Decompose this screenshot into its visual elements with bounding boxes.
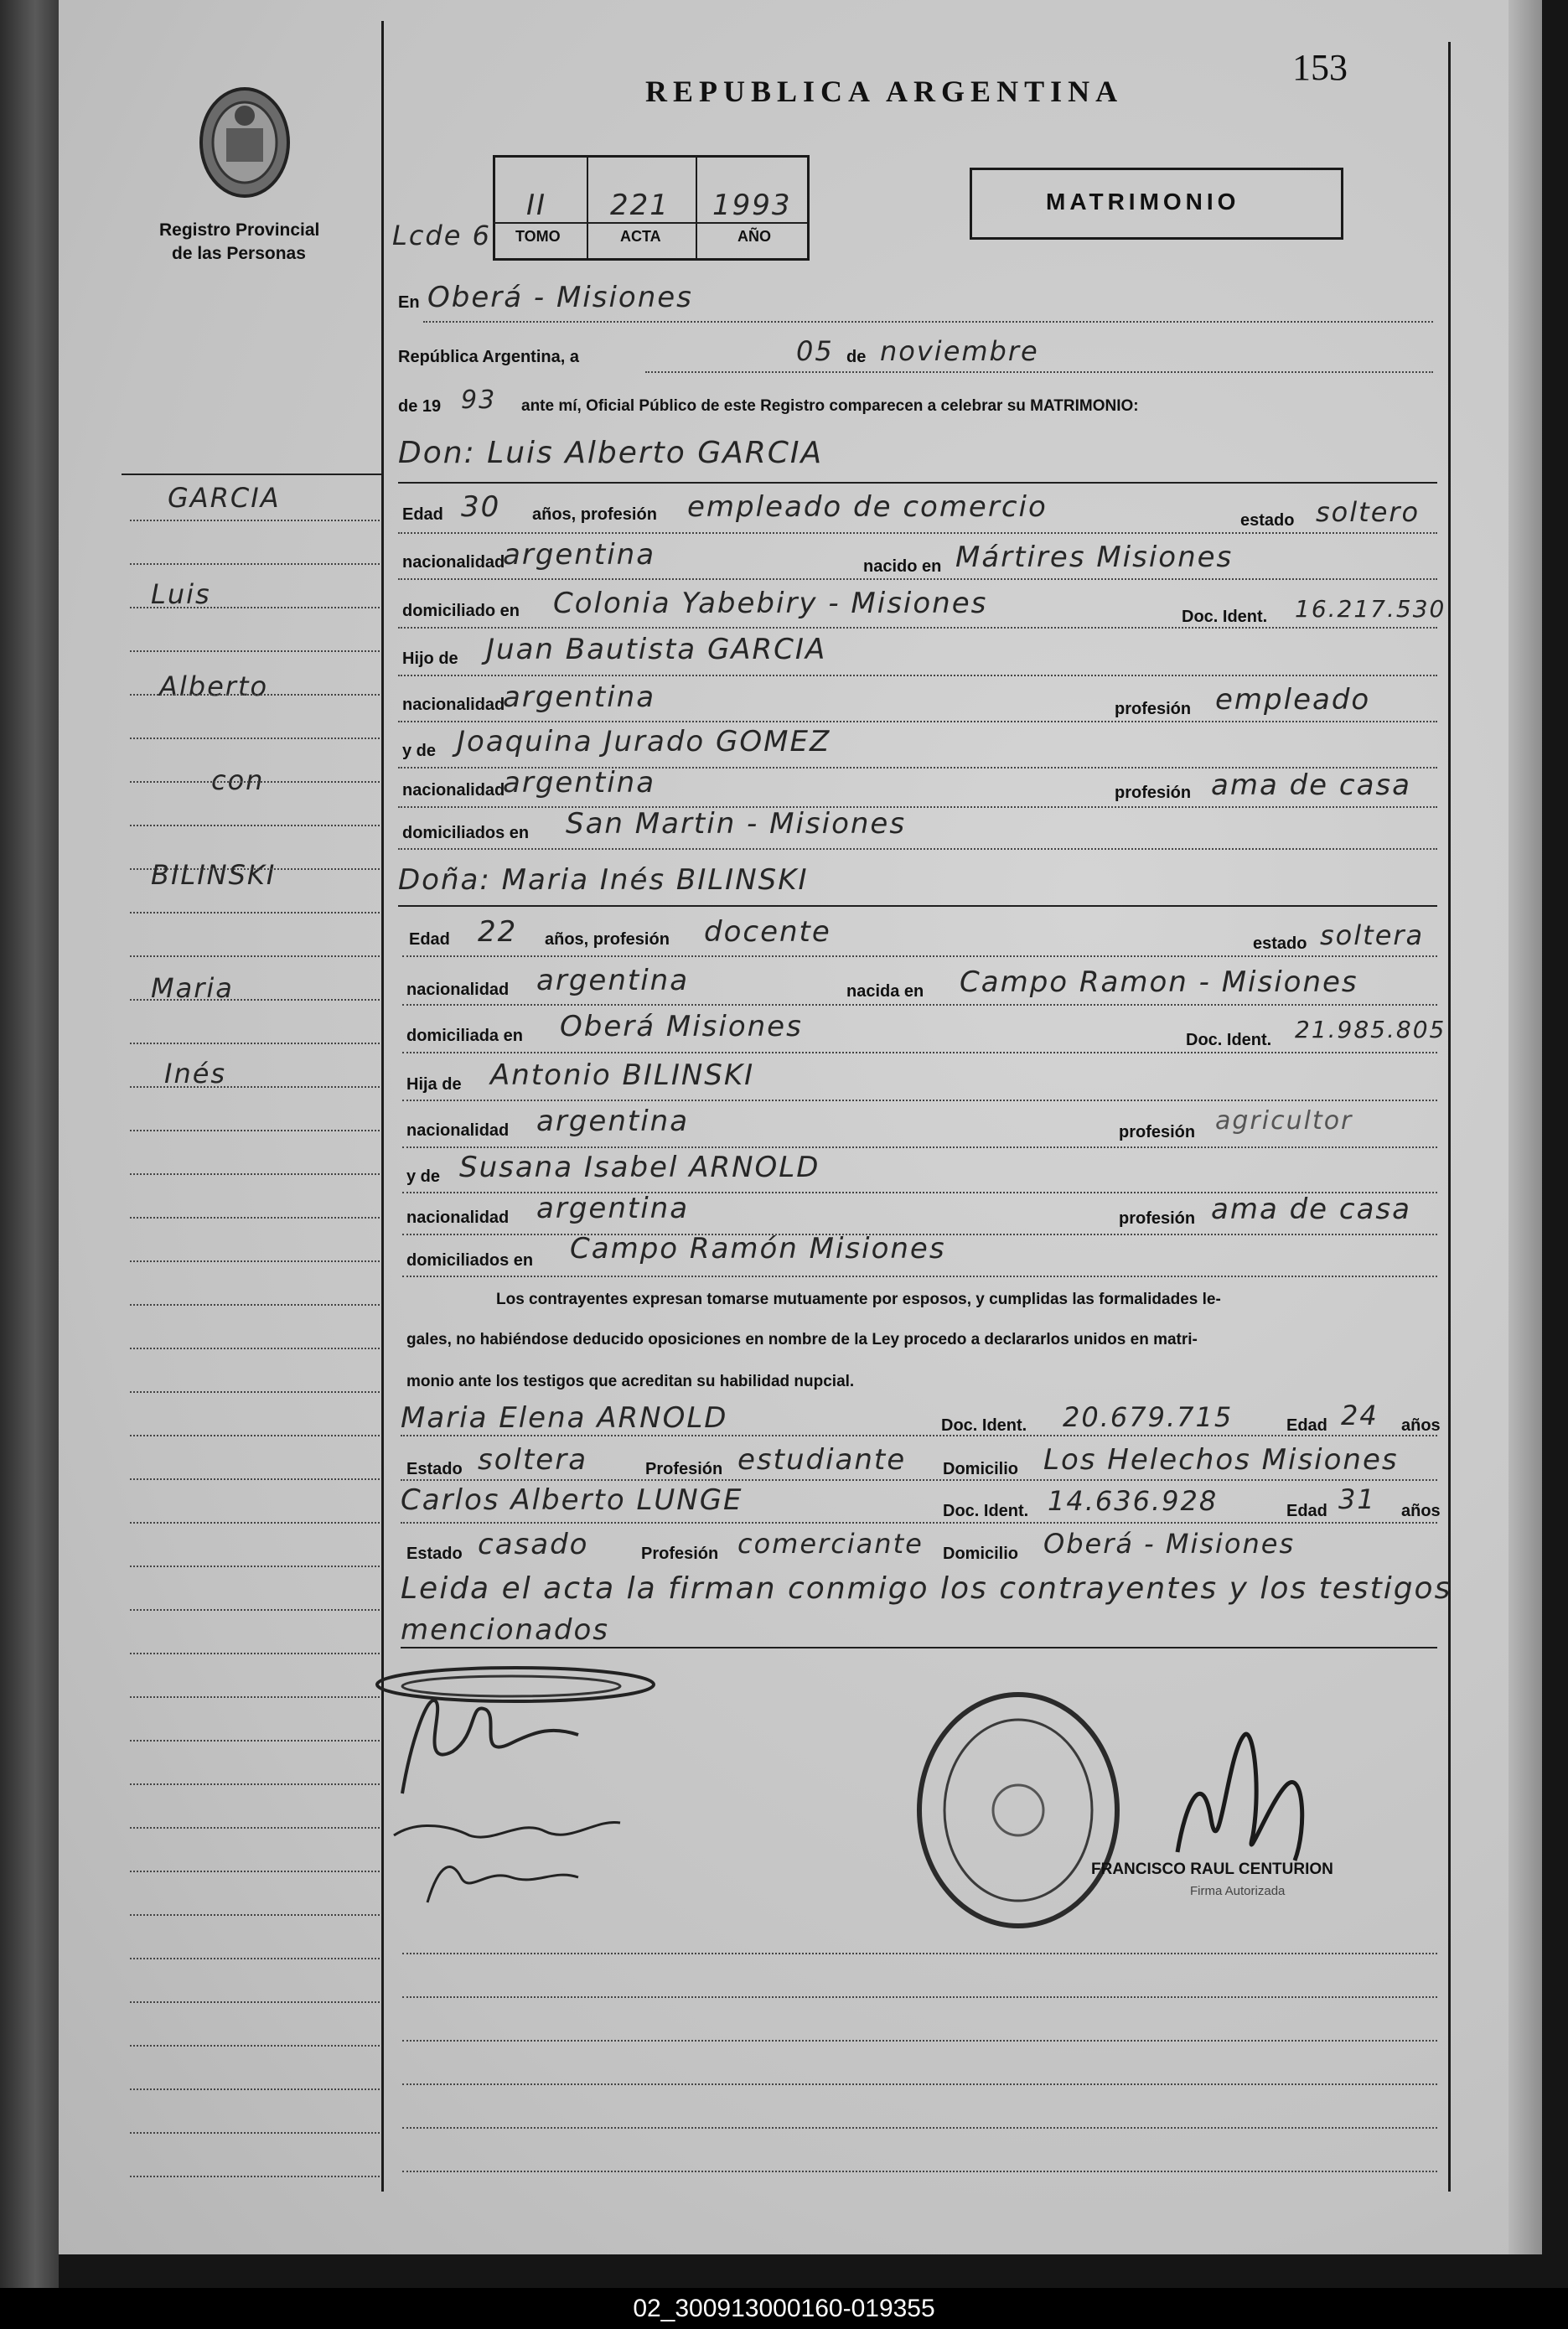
tomo-value: II: [526, 189, 547, 222]
ruled-line: [402, 1996, 1437, 1998]
bride-dom-label: domiciliada en: [406, 1027, 523, 1045]
fill-line: [401, 1522, 1437, 1524]
fill-line: [401, 1479, 1437, 1481]
margin-name: BILINSKI: [151, 859, 277, 891]
groom-nac-label: nacionalidad: [402, 553, 505, 572]
official-name: FRANCISCO RAUL CENTURION: [1091, 1861, 1333, 1878]
de-label: de: [846, 348, 867, 366]
margin-top-rule: [122, 474, 381, 475]
margin-name: Luis: [151, 578, 211, 610]
groom-estado: soltero: [1316, 496, 1421, 528]
footer-code: 02_300913000160-019355: [0, 2288, 1568, 2329]
margin-rule-line: [130, 1348, 380, 1349]
record-divider: [696, 155, 697, 258]
bride-edad-value: 22: [478, 915, 518, 949]
year-suffix: 93: [461, 386, 497, 415]
closing-line-2: mencionados: [401, 1613, 610, 1647]
groom-dom: Colonia Yabebiry - Misiones: [553, 587, 988, 620]
section-rule: [398, 905, 1437, 907]
acta-value: 221: [610, 189, 670, 222]
bride-mother-prof: ama de casa: [1211, 1193, 1411, 1226]
declaration-line-3: monio ante los testigos que acreditan su habilidad nupcial.: [406, 1373, 855, 1390]
margin-rule-line: [130, 1435, 380, 1436]
closing-rule: [401, 1647, 1437, 1648]
margin-rule-line: [130, 1653, 380, 1654]
bride-mother-prof-label: profesión: [1119, 1209, 1196, 1228]
margin-rule-line: [130, 1304, 380, 1306]
coat-of-arms-seal: [194, 82, 295, 204]
day-value: 05: [796, 335, 834, 367]
fill-line: [645, 371, 1433, 373]
bride-estado: soltera: [1320, 919, 1425, 951]
margin-rule-line: [130, 2088, 380, 2090]
margin-name: con: [211, 764, 265, 796]
groom-mother-nac-label: nacionalidad: [402, 781, 505, 800]
margin-rule-line: [130, 1783, 380, 1785]
margin-rule-line: [130, 1914, 380, 1916]
fill-line: [423, 321, 1433, 323]
margin-rule-line: [130, 1609, 380, 1611]
place-value: Oberá - Misiones: [427, 281, 693, 314]
margin-rule-line: [130, 955, 380, 957]
bride-estado-label: estado: [1253, 934, 1307, 953]
margin-rule-line: [130, 1086, 380, 1088]
bride-nac-label: nacionalidad: [406, 981, 510, 999]
groom-profesion: empleado de comercio: [687, 490, 1048, 524]
bride-father-prof-label: profesión: [1119, 1123, 1196, 1141]
margin-rule-line: [130, 650, 380, 652]
witness1-doc: 20.679.715: [1063, 1401, 1234, 1433]
margin-name: GARCIA: [168, 482, 281, 514]
witness2-dom-label: Domicilio: [943, 1545, 1019, 1563]
fill-line: [398, 675, 1437, 676]
groom-doc: 16.217.530: [1295, 595, 1446, 623]
groom-mother-label: y de: [402, 742, 437, 760]
groom-edad-value: 30: [461, 490, 501, 524]
ruled-line: [402, 2127, 1437, 2129]
groom-mother: Joaquina Jurado GOMEZ: [457, 725, 831, 758]
margin-rule-line: [130, 1478, 380, 1480]
bride-mother-nac-label: nacionalidad: [406, 1208, 510, 1227]
margin-rule-line: [130, 2045, 380, 2047]
witness1-edad: 24: [1341, 1400, 1379, 1431]
republica-label: República Argentina, a: [398, 348, 579, 366]
groom-parents-dom: San Martin - Misiones: [566, 807, 907, 841]
bride-parents-dom: Campo Ramón Misiones: [570, 1232, 946, 1265]
bride-mother-label: y de: [406, 1167, 441, 1186]
witness2-prof-label: Profesión: [641, 1545, 719, 1563]
groom-doc-label: Doc. Ident.: [1182, 608, 1268, 626]
fill-line: [402, 1276, 1437, 1277]
bride-signature: [394, 1822, 620, 1837]
margin-rule-line: [130, 1391, 380, 1393]
groom-dom-label: domiciliado en: [402, 602, 520, 620]
margin-rule-line: [130, 825, 380, 826]
ano-label: AÑO: [737, 228, 771, 245]
registry-name-line2: de las Personas: [172, 244, 306, 263]
right-rule: [1448, 42, 1451, 2192]
groom-father-nac: argentina: [503, 681, 656, 714]
margin-rule-line: [130, 694, 380, 696]
bride-dom: Oberá Misiones: [560, 1010, 803, 1043]
groom-father-prof: empleado: [1215, 683, 1371, 717]
country-title: REPUBLICA ARGENTINA: [645, 75, 1124, 108]
margin-rule-line: [130, 607, 380, 608]
margin-rule-line: [130, 1827, 380, 1829]
margin-rule-line: [130, 563, 380, 565]
bride-doc: 21.985.805: [1295, 1016, 1446, 1043]
bride-mother: Susana Isabel ARNOLD: [459, 1151, 820, 1184]
witness2-prof: comerciante: [737, 1528, 924, 1560]
bride-name: Doña: Maria Inés BILINSKI: [398, 863, 809, 897]
ruled-line: [402, 2083, 1437, 2085]
groom-nacido-label: nacido en: [863, 557, 942, 576]
record-divider: [493, 222, 807, 224]
groom-father-nac-label: nacionalidad: [402, 696, 505, 714]
fill-line: [402, 955, 1437, 957]
groom-anos-label: años, profesión: [532, 505, 657, 524]
witness2-dom: Oberá - Misiones: [1043, 1528, 1296, 1560]
registry-name-line1: Registro Provincial: [159, 220, 320, 240]
margin-rule-line: [130, 1217, 380, 1219]
witness2-estado-label: Estado: [406, 1545, 463, 1563]
groom-father: Juan Bautista GARCIA: [486, 633, 827, 666]
record-divider: [587, 155, 588, 258]
closing-line-1: Leida el acta la firman conmigo los contrayentes y los testigos: [401, 1571, 1452, 1606]
groom-nacido: Mártires Misiones: [955, 541, 1234, 574]
witness2-doc-label: Doc. Ident.: [943, 1502, 1029, 1520]
bride-edad-label: Edad: [409, 930, 450, 949]
bride-anos-label: años, profesión: [545, 930, 670, 949]
year-prefix: de 19: [398, 397, 442, 416]
declaration-line-1: Los contrayentes expresan tomarse mutuamente por esposos, y cumplidas las formalidades le-: [496, 1291, 1221, 1308]
groom-nac: argentina: [503, 538, 656, 572]
margin-rule-line: [130, 1871, 380, 1872]
tomo-label: TOMO: [515, 228, 561, 245]
witness1-prof: estudiante: [737, 1443, 907, 1477]
groom-mother-prof-label: profesión: [1115, 784, 1192, 802]
margin-rule-line: [130, 1522, 380, 1524]
fill-line: [398, 532, 1437, 534]
margin-rule-line: [130, 738, 380, 739]
section-rule: [398, 482, 1437, 484]
groom-mother-prof: ama de casa: [1211, 769, 1411, 802]
witness1-estado: soltera: [478, 1443, 588, 1477]
acta-label: ACTA: [620, 228, 661, 245]
fill-line: [402, 1004, 1437, 1006]
margin-rule-line: [130, 2132, 380, 2134]
ruled-line: [402, 1953, 1437, 1954]
bride-nacido: Campo Ramon - Misiones: [960, 965, 1358, 999]
bride-nac: argentina: [536, 964, 690, 997]
witness1-dom: Los Helechos Misiones: [1043, 1443, 1399, 1477]
groom-father-prof-label: profesión: [1115, 700, 1192, 718]
groom-parents-dom-label: domiciliados en: [402, 824, 530, 842]
bride-parents-dom-label: domiciliados en: [406, 1251, 534, 1270]
witness-signature: [427, 1867, 578, 1902]
official-title: Firma Autorizada: [1190, 1884, 1286, 1898]
ruled-line: [402, 2040, 1437, 2042]
margin-name: Maria: [151, 972, 234, 1004]
margin-rule-line: [130, 912, 380, 913]
fill-line: [398, 578, 1437, 580]
fill-line: [402, 1146, 1437, 1148]
margin-rule-line: [130, 1043, 380, 1044]
fill-line: [398, 848, 1437, 850]
book-binding: [0, 0, 59, 2288]
margin-rule-line: [130, 868, 380, 870]
margin-name: Inés: [164, 1058, 227, 1089]
margin-name: Alberto: [159, 670, 269, 702]
signature-group: [360, 1651, 696, 1936]
bride-father-prof: agricultor: [1215, 1106, 1353, 1136]
witness2-edad-label: Edad: [1286, 1502, 1327, 1520]
witness1-doc-label: Doc. Ident.: [941, 1416, 1027, 1435]
groom-name: Don: Luis Alberto GARCIA: [398, 436, 824, 470]
page-edge: [1508, 0, 1542, 2254]
bride-mother-nac: argentina: [536, 1192, 690, 1225]
fill-line: [398, 721, 1437, 722]
groom-signature: [402, 1700, 578, 1793]
witness1-dom-label: Domicilio: [943, 1460, 1019, 1478]
fill-line: [398, 806, 1437, 808]
witness2-name: Carlos Alberto LUNGE: [401, 1483, 743, 1517]
witness2-estado: casado: [478, 1528, 589, 1561]
bride-father-label: Hija de: [406, 1075, 462, 1094]
margin-rule-line: [130, 1696, 380, 1698]
witness1-prof-label: Profesión: [645, 1460, 723, 1478]
witness2-anos-label: años: [1401, 1502, 1441, 1520]
witness1-estado-label: Estado: [406, 1460, 463, 1478]
witness1-name: Maria Elena ARNOLD: [401, 1401, 728, 1435]
official-stamp: [905, 1685, 1131, 1936]
fill-line: [402, 1100, 1437, 1101]
bride-profesion: docente: [704, 915, 831, 949]
ano-value: 1993: [712, 189, 792, 222]
fill-line: [402, 1052, 1437, 1053]
margin-rule-line: [130, 781, 380, 783]
bride-nacido-label: nacida en: [846, 982, 924, 1001]
witness1-anos-label: años: [1401, 1416, 1441, 1435]
witness2-doc: 14.636.928: [1048, 1485, 1219, 1517]
margin-rule-line: [130, 1173, 380, 1175]
margin-rule-line: [130, 1566, 380, 1567]
declaration-line-2: gales, no habiéndose deducido oposiciones en nombre de la Ley procedo a declararlos unidos en matri-: [406, 1331, 1198, 1348]
witness2-edad: 31: [1338, 1483, 1376, 1515]
ante-text: ante mí, Oficial Público de este Registro comparecen a celebrar su MATRIMONIO:: [521, 397, 1139, 415]
doc-type-title: MATRIMONIO: [1046, 189, 1240, 215]
margin-rule-line: [130, 999, 380, 1001]
margin-rule-line: [130, 2176, 380, 2177]
margin-rule-line: [130, 520, 380, 521]
side-note: Lcde 6: [392, 220, 491, 251]
groom-estado-label: estado: [1240, 511, 1295, 530]
month-value: noviembre: [880, 335, 1039, 367]
groom-edad-label: Edad: [402, 505, 443, 524]
groom-mother-nac: argentina: [503, 766, 656, 800]
bride-doc-label: Doc. Ident.: [1186, 1031, 1272, 1049]
margin-rule-line: [130, 1130, 380, 1131]
fill-line: [401, 1435, 1437, 1436]
margin-rule-line: [130, 1958, 380, 1959]
margin-rule-line: [130, 1260, 380, 1262]
bride-father-nac-label: nacionalidad: [406, 1121, 510, 1140]
bride-father: Antonio BILINSKI: [490, 1058, 755, 1092]
ruled-line: [402, 2171, 1437, 2172]
page-number: 153: [1292, 47, 1348, 88]
fill-line: [398, 627, 1437, 629]
groom-father-label: Hijo de: [402, 650, 458, 668]
en-label: En: [398, 293, 420, 312]
bride-father-nac: argentina: [536, 1105, 690, 1138]
margin-rule-line: [130, 1740, 380, 1742]
margin-rule-line: [130, 2001, 380, 2003]
witness1-edad-label: Edad: [1286, 1416, 1327, 1435]
